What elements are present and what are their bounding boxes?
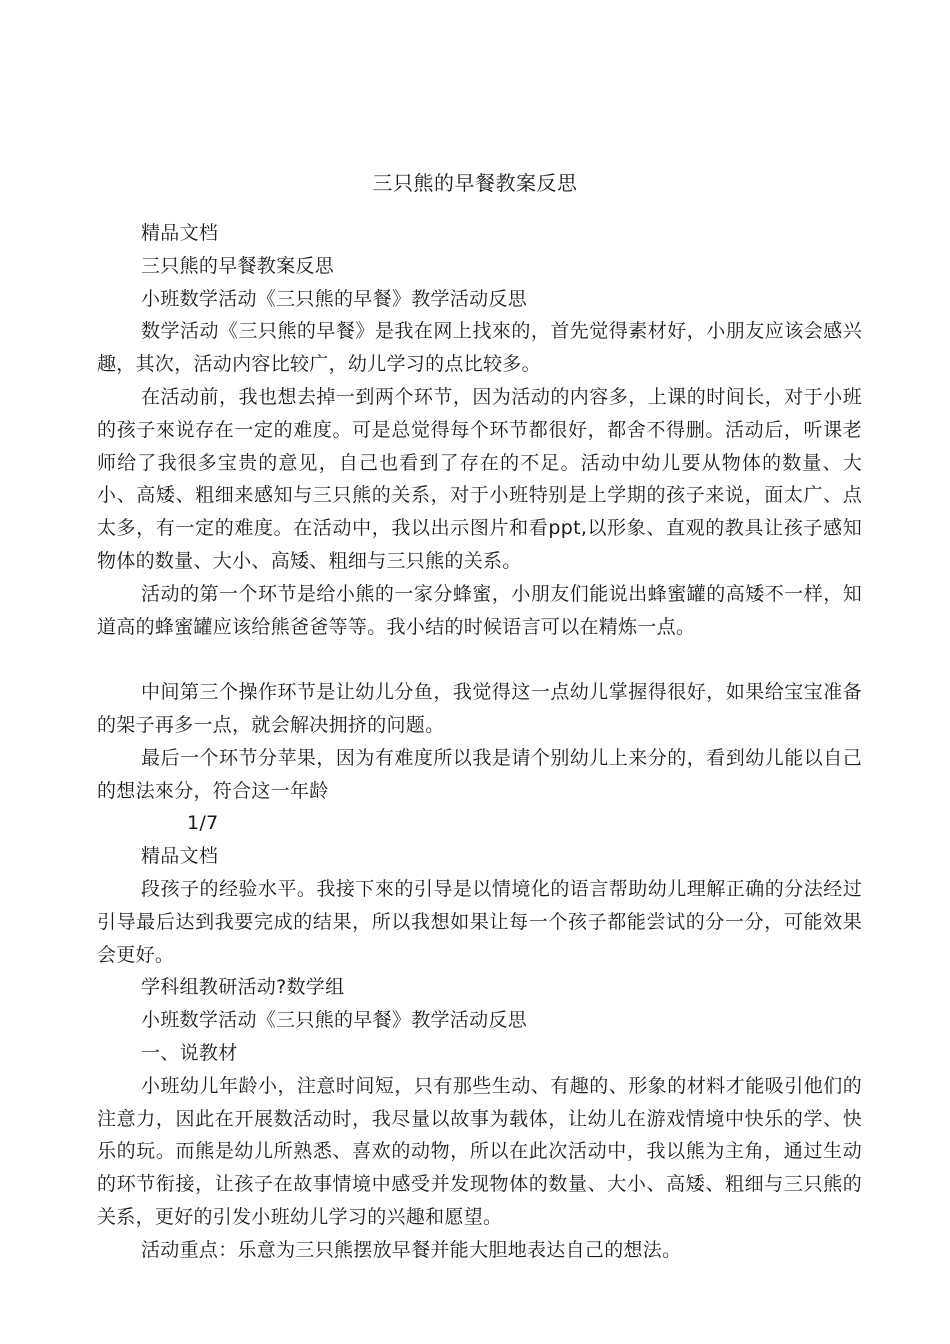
page-header-label: 精品文档 — [141, 845, 219, 868]
paragraph: 段孩子的经验水平。我接下來的引导是以情境化的语言帮助幼儿理解正确的分法经过引导最后达到我要完成的结果，所以我想如果让每一个孩子都能尝试的分一分，可能效果会更好。 — [97, 877, 862, 966]
document-subtitle: 三只熊的早餐教案反思 — [141, 254, 335, 277]
section-heading: 小班数学活动《三只熊的早餐》教学活动反思 — [141, 1009, 528, 1032]
document-title: 三只熊的早餐教案反思 — [372, 171, 578, 195]
paragraph: 活动的第一个环节是给小熊的一家分蜂蜜，小朋友们能说出蜂蜜罐的高矮不一样，知道高的蜂蜜罐应该给熊爸爸等等。我小结的时候语言可以在精炼一点。 — [97, 582, 862, 638]
paragraph: 活动重点：乐意为三只熊摆放早餐并能大胆地表达自己的想法。 — [141, 1238, 682, 1261]
paragraph: 最后一个环节分苹果，因为有难度所以我是请个别幼儿上来分的，看到幼儿能以自己的想法來分，符合这一年龄 — [97, 746, 862, 802]
paragraph: 中间第三个操作环节是让幼儿分鱼，我觉得这一点幼儿掌握得很好，如果给宝宝准备的架子再多一点，就会解决拥挤的问题。 — [97, 681, 862, 736]
section-heading: 一、说教材 — [141, 1041, 238, 1064]
page-number: 1/7 — [187, 812, 219, 835]
blank-line — [97, 643, 862, 676]
document-body — [97, 217, 862, 1267]
section-heading: 小班数学活动《三只熊的早餐》教学活动反思 — [141, 287, 528, 310]
paragraph: 小班幼儿年龄小，注意时间短，只有那些生动、有趣的、形象的材料才能吸引他们的注意力，因此在开展数活动时，我尽量以故事为载体，让幼儿在游戏情境中快乐的学、快乐的玩。而熊是幼儿所熟悉、喜欢的动物，所以在此次活动中，我以熊为主角，通过生动的环节衔接，让孩子在故事情境中感受并发现物体的数量、大小、高矮、粗细与三只熊的关系，更好的引发小班幼儿学习的兴趣和愿望。 — [97, 1074, 862, 1228]
section-heading: 学科组教研活动?数学组 — [141, 976, 345, 999]
page-header-label: 精品文档 — [141, 222, 219, 244]
paragraph: 数学活动《三只熊的早餐》是我在网上找來的，首先觉得素材好，小朋友应该会感兴趣，其次，活动内容比较广，幼儿学习的点比较多。 — [97, 320, 862, 376]
paragraph: 在活动前，我也想去掉一到两个环节，因为活动的内容多，上课的时间长，对于小班的孩子來说存在一定的难度。可是总觉得每个环节都很好，都舍不得删。活动后，听课老师给了我很多宝贵的意见，自己也看到了存在的不足。活动中幼儿要从物体的数量、大小、高矮、粗细来感知与三只熊的关系，对于小班特别是上学期的孩子来说，面太广、点太多，有一定的难度。在活动中，我以出示图片和看ppt,以形象、直观的教具让孩子感知物体的数量、大小、高矮、粗细与三只熊的关系。 — [97, 385, 862, 572]
